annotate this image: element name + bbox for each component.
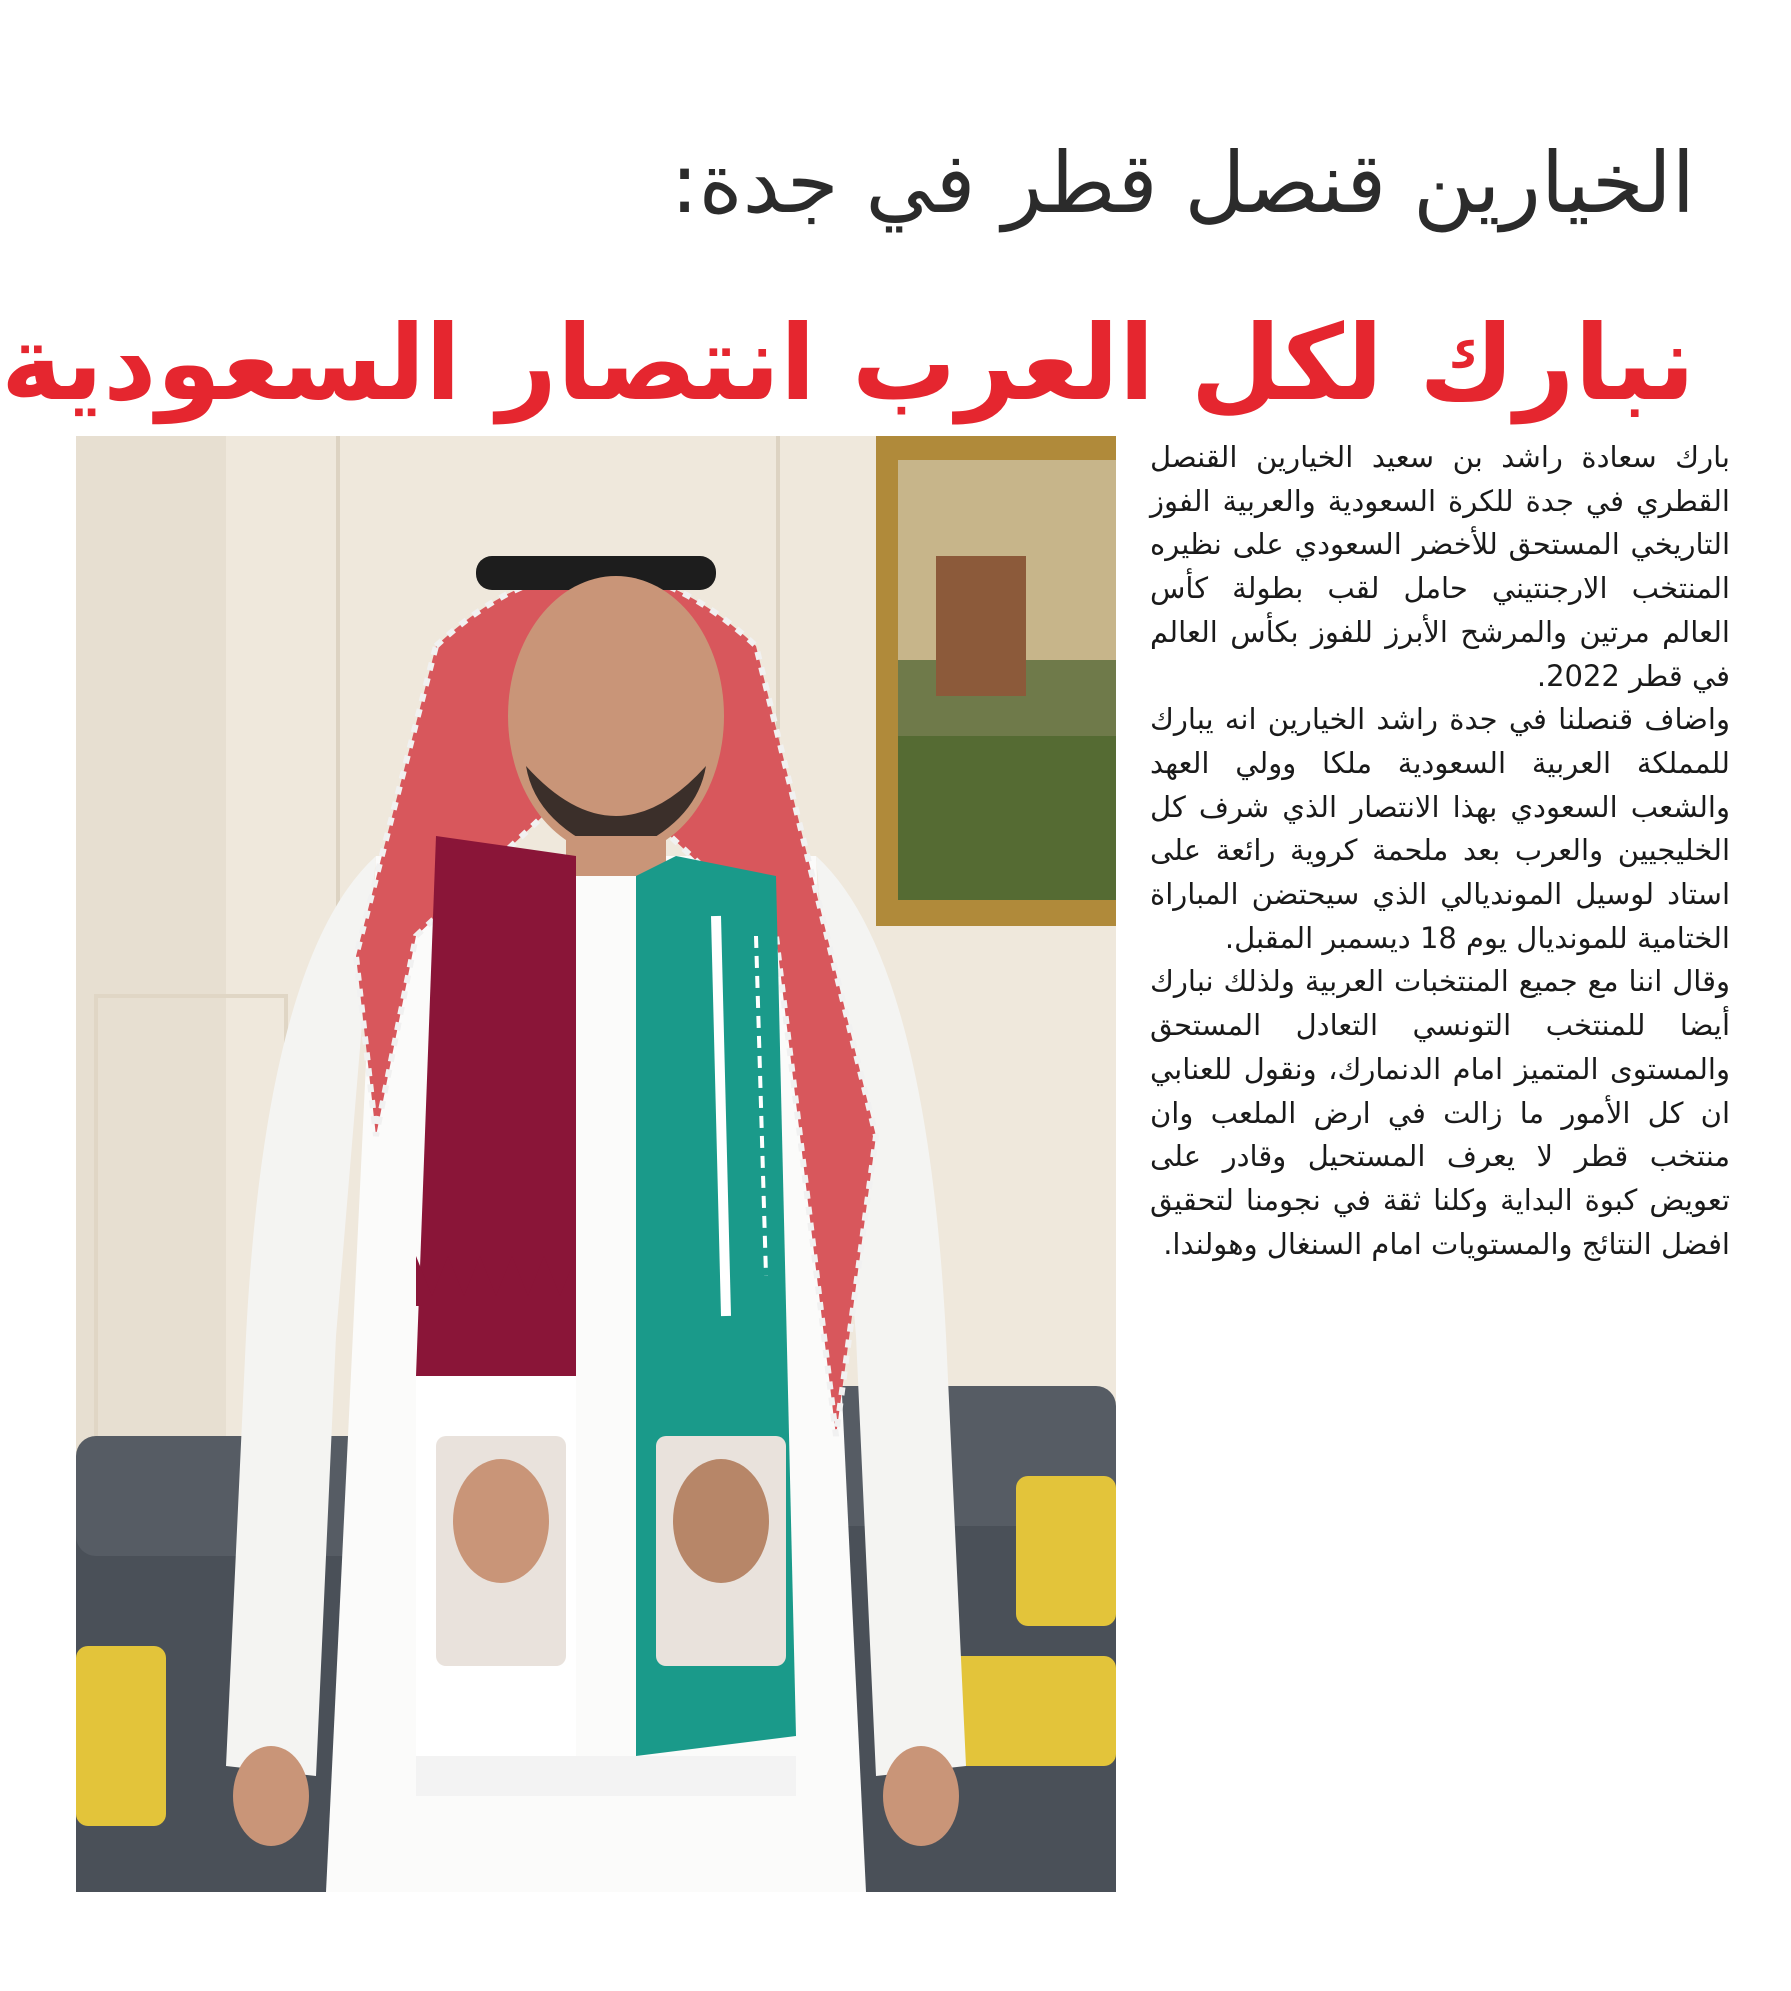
article-photo (76, 436, 1116, 1892)
article-kicker: الخيارين قنصل قطر في جدة: (670, 133, 1695, 232)
framed-painting (876, 436, 1116, 926)
saudi-scarf (636, 856, 796, 1756)
article-headline: نبارك لكل العرب انتصار السعودية (0, 301, 1695, 424)
article-body (1150, 436, 1730, 1266)
article-paragraph: بارك سعادة راشد بن سعيد الخيارين القنصل القطري في جدة للكرة السعودية والعربية الفوز التاريخي المستحق للأخضر السعودي على نظيره المنتخب الارجنتيني حامل لقب بطولة كأس العالم مرتين والمرشح الأبرز للفوز بكأس العالم في قطر 2022. (1150, 440, 1730, 693)
article-paragraph: وقال اننا مع جميع المنتخبات العربية ولذلك نبارك أيضا للمنتخب التونسي التعادل المستحق والمستوى المتميز امام الدنمارك، ونقول للعنابي ان كل الأمور ما زالت في ارض الملعب وان منتخب قطر لا يعرف المستحيل وقادر على تعويض كبوة البداية وكلنا ثقة في نجومنا لتحقيق افضل النتائج والمستويات امام السنغال وهولندا. (1150, 964, 1730, 1261)
article-paragraph: واضاف قنصلنا في جدة راشد الخيارين انه يبارك للمملكة العربية السعودية ملكا وولي العهد والشعب السعودي بهذا الانتصار الذي شرف كل الخليجيين والعرب بعد ملحمة كروية رائعة على استاد لوسيل المونديالي الذي سيحتضن المباراة الختامية للمونديال يوم 18 ديسمبر المقبل. (1150, 702, 1730, 955)
qatar-scarf (416, 836, 576, 1756)
